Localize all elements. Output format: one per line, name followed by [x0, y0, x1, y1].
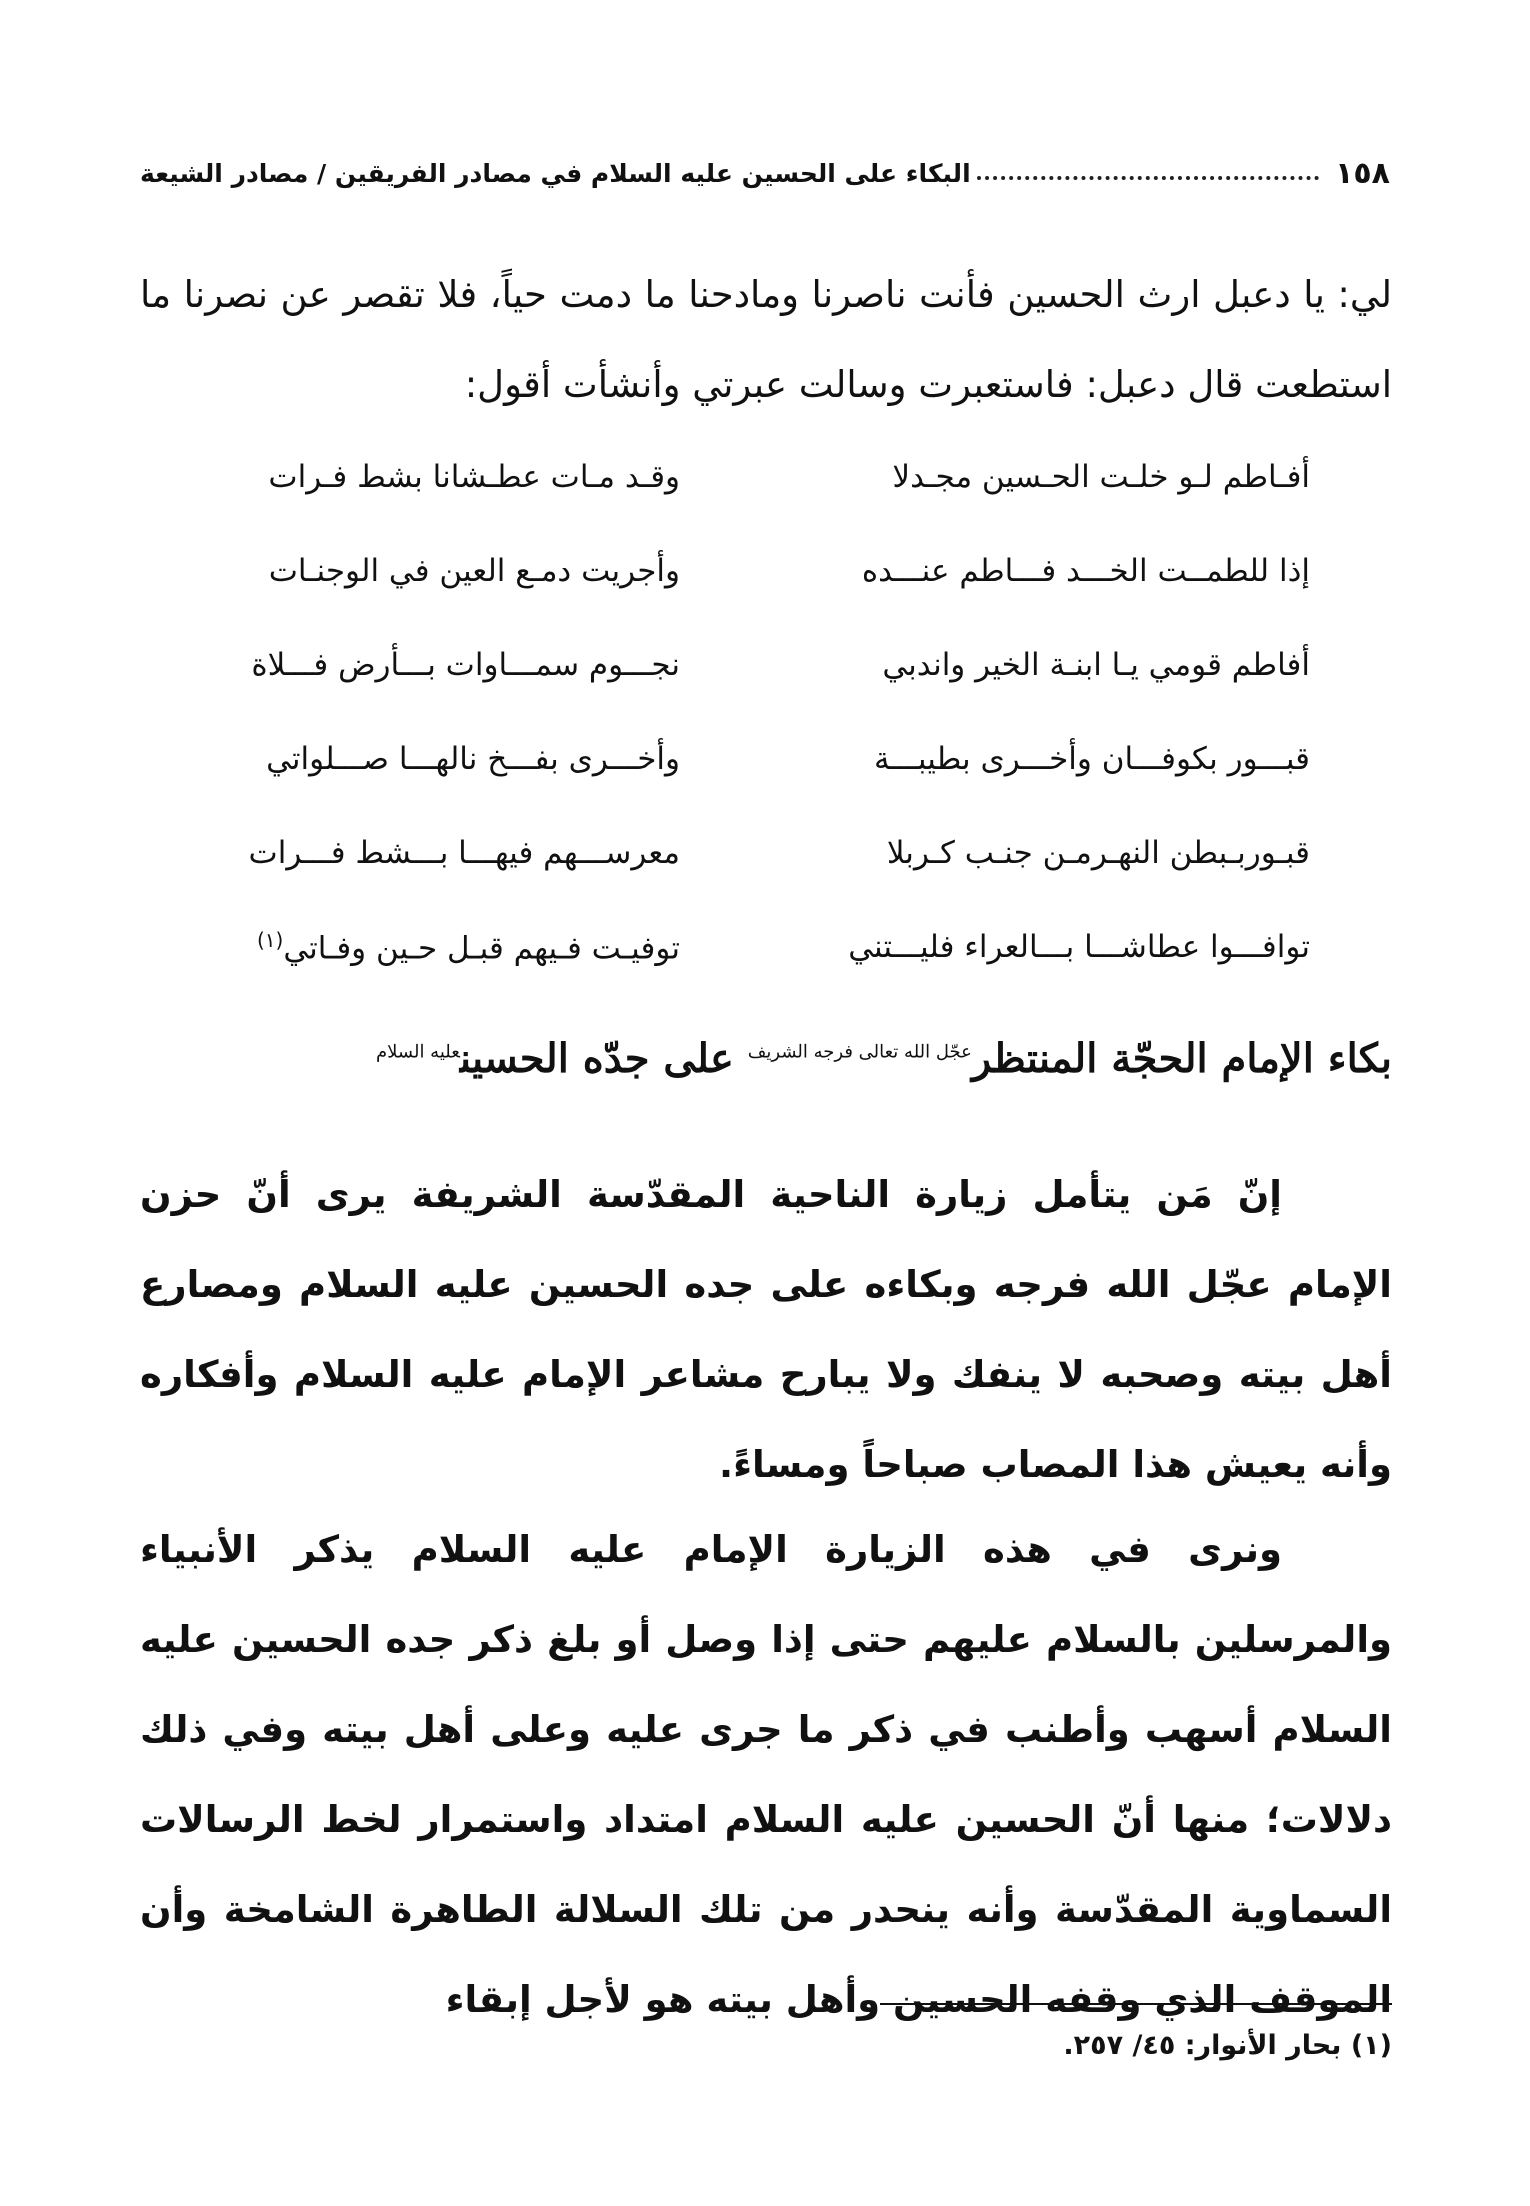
section-heading-text: بكاء الإمام الحجّة المنتظر	[971, 1035, 1392, 1082]
poem-second-hemistich	[190, 928, 680, 966]
poem-second-hemistich: وقـد مـات عطـشانا بشط فـرات	[268, 459, 680, 495]
poem-second-hemistich: معرســـهم فيهـــا بـــشط فـــرات	[248, 835, 680, 871]
section-heading	[140, 1035, 1392, 1082]
poem-verse	[190, 430, 1310, 524]
poem-first-hemistich: أفاطم قومي يـا ابنـة الخير واندبي	[882, 647, 1310, 683]
poem-second-hemistich-text: توفيـت فـيهم قبـل حـين وفـاتي	[283, 930, 680, 967]
running-header-title: البكاء على الحسين عليه السلام في مصادر الفريقين / مصادر الشيعة	[140, 158, 971, 188]
header-leader-dots	[977, 154, 1319, 180]
footnote-separator	[880, 2003, 1392, 2005]
poem-verse	[190, 712, 1310, 806]
honorific-glyph: عجّل الله تعالى فرجه الشريف	[747, 1041, 972, 1063]
footnote: (١) بحار الأنوار: ٤٥/ ٢٥٧.	[1063, 2030, 1392, 2061]
honorific-glyph: عليه السلام	[376, 1041, 460, 1063]
poem-verse	[190, 900, 1310, 994]
poem-second-hemistich: وأجريت دمـع العين في الوجنـات	[268, 553, 680, 589]
body-paragraph: ونرى في هذه الزيارة الإمام عليه السلام يذكر الأنبياء والمرسلين بالسلام عليهم حتى إذا وصل أو بلغ ذكر جده الحسين عليه السلام أسهب وأطنب في ذكر ما جرى عليه وعلى أهل بيته وفي ذلك دلالات؛ منها أنّ الحسين عليه السلام امتداد واستمرار لخط الرسالات السماوية المقدّسة وأنه ينحدر من تلك السلالة الطاهرة الشامخة وأن الموقف الذي وقفه الحسين وأهل بيته هو لأجل إبقاء	[140, 1528, 1392, 2021]
poem-second-hemistich: وأخـــرى بفـــخ نالهـــا صـــلواتي	[266, 741, 680, 777]
opening-paragraph: لي: يا دعبل ارث الحسين فأنت ناصرنا ومادحنا ما دمت حياً، فلا تقصر عن نصرنا ما استطعت قال دعبل: فاستعبرت وسالت عبرتي وأنشأت أقول:	[140, 273, 1392, 406]
poem-first-hemistich: أفـاطم لـو خلـت الحـسين مجـدلا	[892, 459, 1310, 495]
poem	[190, 430, 1310, 994]
poem-first-hemistich: توافـــوا عطاشـــا بـــالعراء فليـــتني	[848, 929, 1310, 965]
poem-verse	[190, 524, 1310, 618]
poem-first-hemistich: قبـــور بكوفـــان وأخـــرى بطيبـــة	[874, 741, 1310, 777]
page-number: ١٥٨	[1335, 155, 1390, 191]
section-heading-text-continued: على جدّه الحسين	[459, 1035, 734, 1082]
running-header	[140, 148, 1390, 198]
poem-verse	[190, 618, 1310, 712]
poem-first-hemistich: إذا للطمــت الخـــد فـــاطم عنـــده	[861, 553, 1310, 589]
footnote-reference-mark: (١)	[256, 927, 284, 952]
body-paragraph: إنّ مَن يتأمل زيارة الناحية المقدّسة الشريفة يرى أنّ حزن الإمام عجّل الله فرجه وبكاءه على جده الحسين عليه السلام ومصارع أهل بيته وصحبه لا ينفك ولا يبارح مشاعر الإمام عليه السلام وأفكاره وأنه يعيش هذا المصاب صباحاً ومساءً.	[140, 1173, 1392, 1486]
poem-second-hemistich: نجـــوم سمـــاوات بـــأرض فـــلاة	[251, 647, 680, 683]
poem-first-hemistich: قبـوربـبطن النهـرمـن جنـب كـربلا	[886, 835, 1310, 871]
poem-verse	[190, 806, 1310, 900]
